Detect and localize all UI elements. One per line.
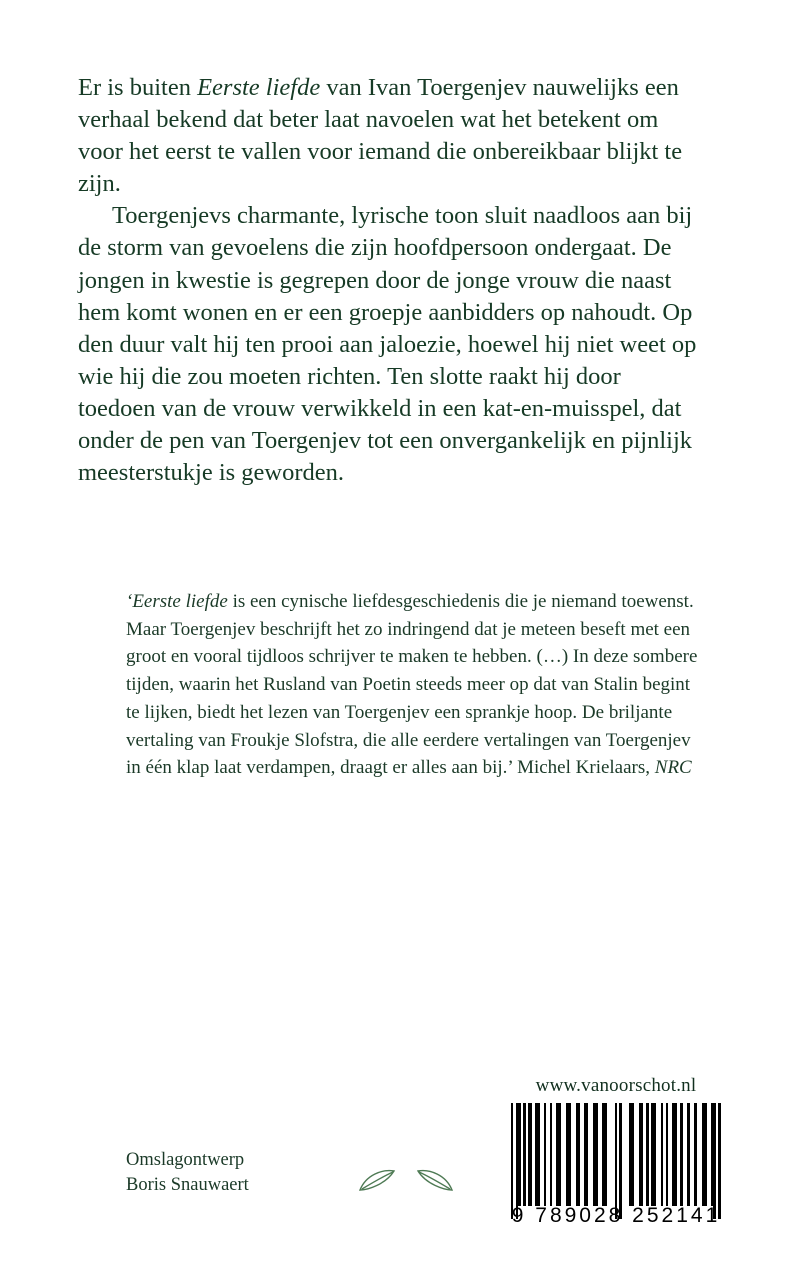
blurb-text [78,72,703,489]
cover-design-label: Omslagontwerp [126,1150,245,1170]
publisher-website: www.vanoorschot.nl [535,1075,697,1096]
two-leaves-ornament [352,1163,462,1199]
barcode-number: 9 789028 252141 [511,1204,721,1227]
blurb-paragraph-1: Er is buiten Eerste liefde van Ivan Toergenjev nauwelijks een verhaal bekend dat beter laat navoelen wat het betekent om voor het eerst te vallen voor iemand die onbereikbaar blijkt te zijn. [78,74,683,198]
blurb-paragraph-2: Toergenjevs charmante, lyrische toon sluit naadloos aan bij de storm van gevoelens die zijn hoofdpersoon ondergaat. De jongen in kwestie is gegrepen door de jonge vrouw die naast hem komt wonen en er een groepje aanbidders op nahoudt. Op den duur valt hij ten prooi aan jaloezie, hoewel hij niet weet op wie hij die zou moeten richten. Ten slotte raakt hij door toedoen van de vrouw verwikkeld in een kat-en-muisspel, dat onder de pen van Toergenjev tot een onvergankelijk en pijnlijk meesterstukje is geworden. [78,202,697,487]
review-paragraph: ‘Eerste liefde is een cynische liefdesgeschiedenis die je niemand toewenst. Maar Toergenjev beschrijft het zo indringend dat je meteen beseft met een groot en vooral tijdloos schrijver te maken te hebben. (…) In deze sombere tijden, waarin het Rusland van Poetin steeds meer op dat van Stalin begint te lijken, biedt het lezen van Toergenjev een sprankje hoop. De briljante vertaling van Froukje Slofstra, die alle eerdere vertalingen van Toergenjev in één klap laat verdampen, draagt er alles aan bij.’ Michel Krielaars, NRC [126,591,698,779]
barcode-bars [511,1103,721,1206]
ean-barcode [505,1103,727,1231]
cover-design-credit [126,1148,386,1197]
cover-designer-name: Boris Snauwaert [126,1174,249,1195]
barcode-block [505,1075,727,1231]
review-quote [126,588,702,782]
